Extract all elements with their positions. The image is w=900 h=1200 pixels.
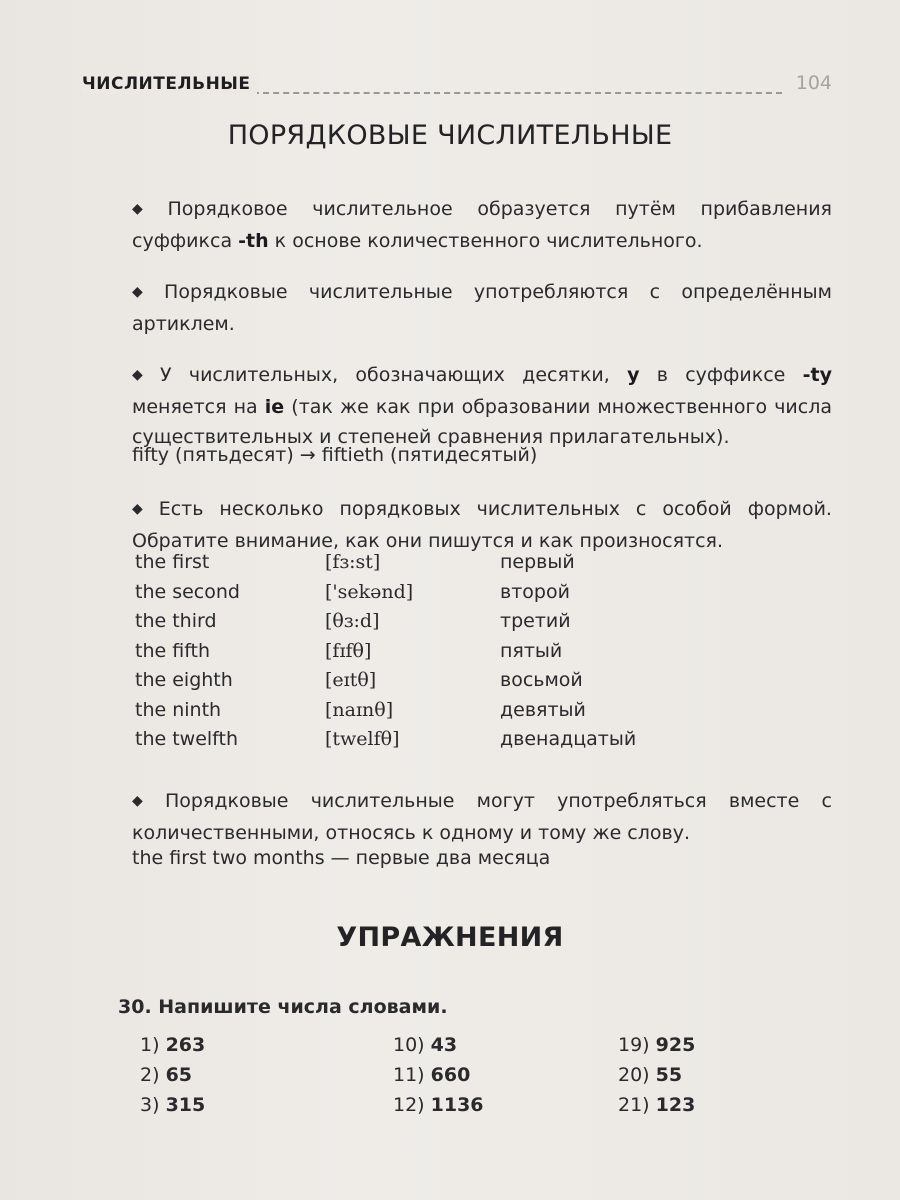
item-label: 20) bbox=[618, 1064, 650, 1086]
transcription: [fɜ:st] bbox=[325, 551, 381, 573]
exercise-item bbox=[618, 1064, 682, 1086]
bullet-icon: ◆ bbox=[132, 201, 162, 217]
item-label: 11) bbox=[393, 1064, 425, 1086]
table-row bbox=[135, 551, 695, 581]
rule-3 bbox=[132, 360, 832, 452]
item-label: 21) bbox=[618, 1094, 650, 1116]
section-title: ЧИСЛИТЕЛЬНЫЕ bbox=[82, 74, 257, 94]
translation: третий bbox=[500, 610, 571, 632]
bullet-icon: ◆ bbox=[132, 367, 154, 383]
item-label: 10) bbox=[393, 1034, 425, 1056]
exercise-item bbox=[140, 1034, 205, 1056]
bullet-icon: ◆ bbox=[132, 501, 153, 517]
item-number: 43 bbox=[430, 1034, 458, 1056]
rule-1-text-a: Порядковое числительное образуется путём прибавления суффикса bbox=[132, 198, 832, 252]
item-number: 65 bbox=[165, 1064, 193, 1086]
exercise-item bbox=[140, 1064, 192, 1086]
table-row bbox=[135, 610, 695, 640]
exercise-item bbox=[393, 1034, 457, 1056]
ordinal-word: the eighth bbox=[135, 669, 233, 691]
item-label: 19) bbox=[618, 1034, 650, 1056]
special-forms-table bbox=[135, 551, 695, 758]
exercise-item bbox=[140, 1094, 205, 1116]
rule-4 bbox=[132, 494, 832, 556]
ordinal-word: the third bbox=[135, 610, 217, 632]
page-title: ПОРЯДКОВЫЕ ЧИСЛИТЕЛЬНЫЕ bbox=[227, 120, 673, 151]
rule-5-text: Порядковые числительные могут употребляться вместе с количественными, относясь к одному и тому же слову. bbox=[132, 790, 832, 844]
exercises-heading: УПРАЖНЕНИЯ bbox=[336, 922, 564, 953]
rule-3-example: fifty (пятьдесят) → fiftieth (пятидесятый) bbox=[132, 444, 538, 466]
translation: первый bbox=[500, 551, 575, 573]
rule-1-suffix: -th bbox=[238, 230, 269, 252]
ordinal-word: the fifth bbox=[135, 639, 211, 662]
item-number: 123 bbox=[655, 1094, 696, 1116]
rule-3-text-c: меняется на bbox=[132, 396, 265, 418]
rule-2 bbox=[132, 277, 832, 339]
ordinal-word: the second bbox=[135, 580, 240, 603]
running-header bbox=[82, 70, 832, 100]
translation: второй bbox=[500, 580, 570, 603]
ordinal-word: the twelfth bbox=[135, 728, 239, 750]
page-number: 104 bbox=[795, 72, 832, 94]
exercise-item bbox=[618, 1034, 695, 1056]
ordinal-word: the ninth bbox=[135, 698, 222, 721]
table-row bbox=[135, 640, 695, 670]
table-row bbox=[135, 581, 695, 611]
rule-3-text-d: (так же как при образовании множественного числа существительных и степеней сравнения прилагательных). bbox=[132, 396, 833, 448]
table-row bbox=[135, 728, 695, 758]
rule-3-suffix-ty: -ty bbox=[802, 364, 832, 386]
rule-4-text: Есть несколько порядковых числительных с особой формой. Обратите внимание, как они пишутся и как произносятся. bbox=[132, 498, 832, 552]
item-label: 3) bbox=[140, 1094, 160, 1116]
exercise-title: 30. Напишите числа словами. bbox=[118, 996, 448, 1018]
item-number: 925 bbox=[655, 1034, 696, 1056]
rule-5 bbox=[132, 786, 832, 848]
item-number: 55 bbox=[655, 1064, 683, 1086]
item-number: 315 bbox=[165, 1094, 206, 1116]
item-number: 263 bbox=[165, 1034, 206, 1056]
rule-5-example: the first two months — первые два месяца bbox=[132, 847, 551, 869]
rule-3-letters-ie: ie bbox=[264, 396, 285, 418]
item-number: 660 bbox=[430, 1064, 471, 1086]
translation: пятый bbox=[500, 639, 563, 662]
bullet-icon: ◆ bbox=[132, 793, 159, 809]
item-label: 12) bbox=[393, 1094, 425, 1116]
translation: восьмой bbox=[500, 669, 583, 691]
item-label: 1) bbox=[140, 1034, 160, 1056]
transcription: [eɪtθ] bbox=[325, 669, 377, 691]
exercise-item bbox=[618, 1094, 695, 1116]
table-row bbox=[135, 699, 695, 729]
transcription: [naɪnθ] bbox=[325, 698, 394, 721]
rule-3-text-b: в суффиксе bbox=[639, 364, 803, 386]
translation: двенадцатый bbox=[500, 728, 637, 750]
rule-3-letter-y: y bbox=[627, 364, 640, 386]
bullet-icon: ◆ bbox=[132, 284, 159, 300]
transcription: [twelfθ] bbox=[325, 728, 400, 750]
ordinal-word: the first bbox=[135, 551, 210, 573]
exercise-item bbox=[393, 1094, 484, 1116]
rule-1-text-b: к основе количественного числительного. bbox=[268, 230, 703, 252]
translation: девятый bbox=[500, 698, 586, 721]
item-label: 2) bbox=[140, 1064, 160, 1086]
transcription: [fɪfθ] bbox=[325, 639, 372, 662]
table-row bbox=[135, 669, 695, 699]
item-number: 1136 bbox=[430, 1094, 484, 1116]
exercise-item bbox=[393, 1064, 470, 1086]
transcription: ['sekənd] bbox=[325, 580, 414, 603]
rule-1 bbox=[132, 194, 832, 256]
rule-2-text: Порядковые числительные употребляются с определённым артиклем. bbox=[132, 281, 832, 335]
transcription: [θɜ:d] bbox=[325, 610, 380, 632]
rule-3-text-a: У числительных, обозначающих десятки, bbox=[160, 364, 628, 386]
